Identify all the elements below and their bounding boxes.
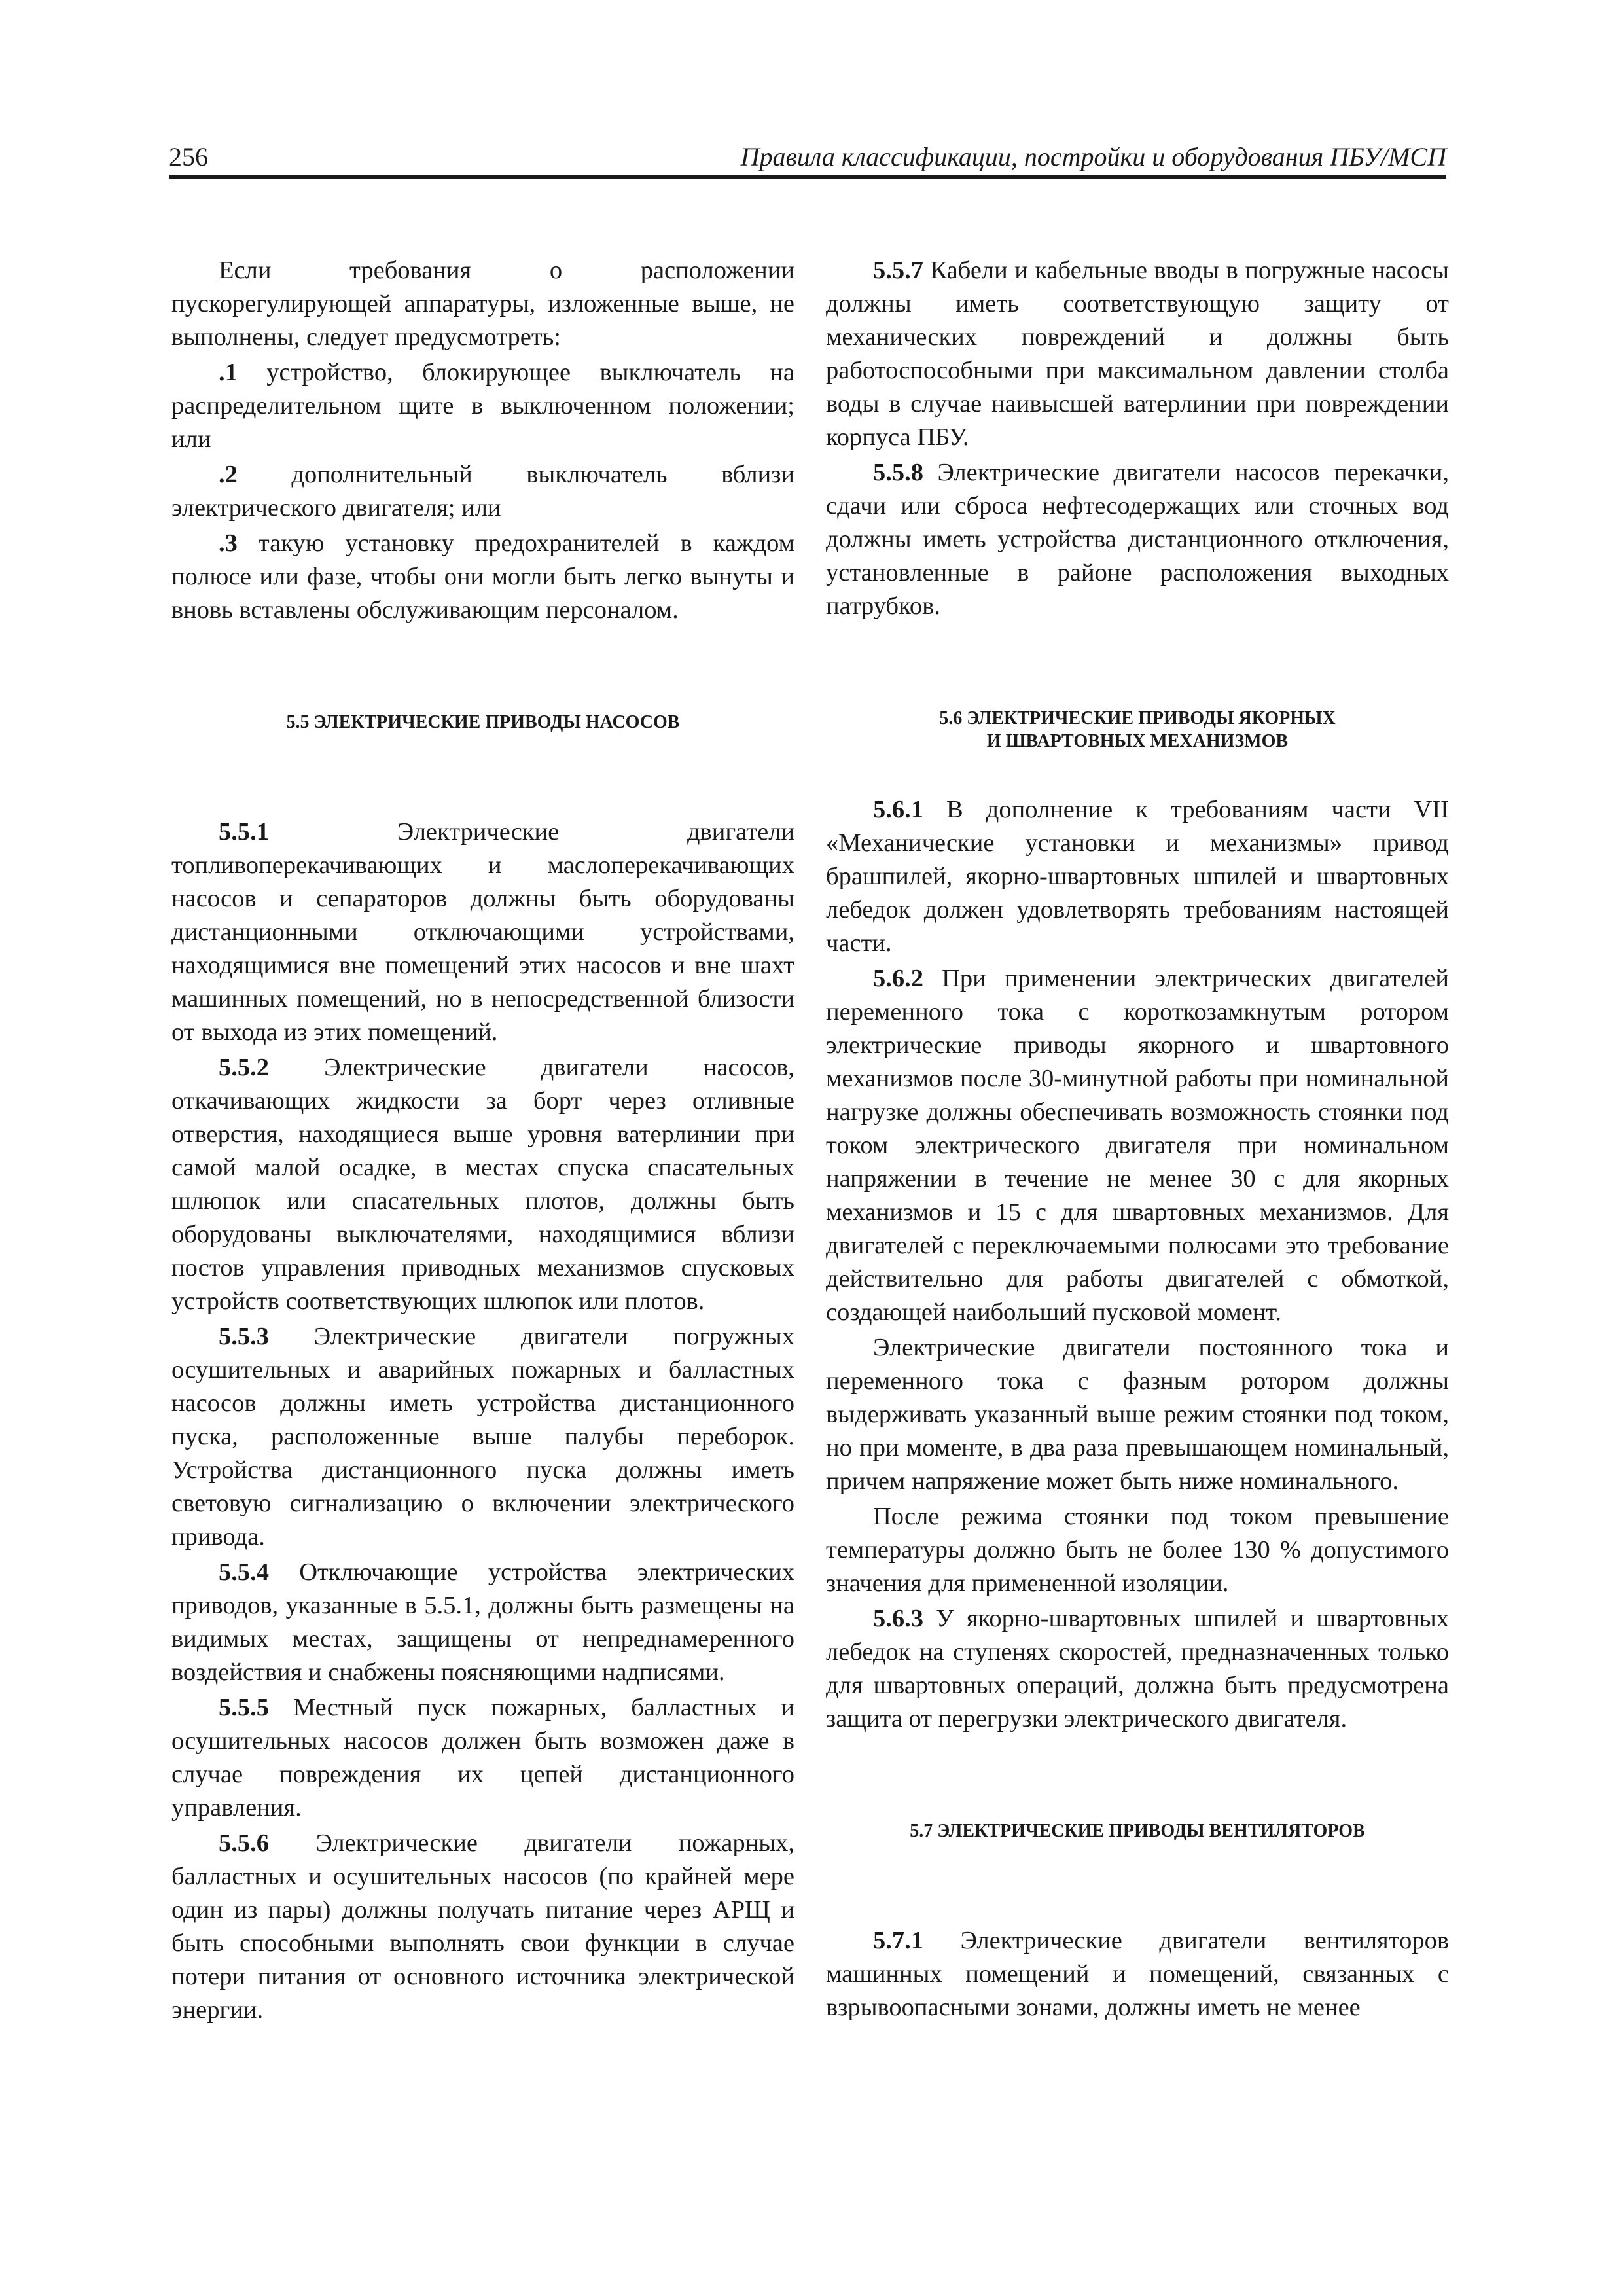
clause-text: В дополнение к требованиям части VII «Механические установки и механизмы» привод брашпилей, якорно-швартовных шпилей и швартовных лебедок должен удовлетворять требованиям настоящей части. [826,796,1449,957]
clause-number: 5.6.2 [873,965,923,992]
clause-number: 5.5.2 [219,1054,269,1081]
clause-number: 5.5.7 [873,257,923,284]
paragraph-dc-motors: Электрические двигатели постоянного тока и переменного тока с фазным ротором должны выдерживать указанный выше режим стоянки под током, но при моменте, в два раза превышающем номинальный, причем напряжение может быть ниже номинального. [826,1334,1449,1495]
clause-number: 5.5.3 [219,1323,269,1350]
clause-5-5-2 [171,1051,794,1318]
item-number: .3 [219,529,238,557]
clause-5-7-1 [826,1924,1449,2024]
clause-text: Электрические двигатели насосов перекачки, сдачи или сброса нефтесодержащих или сточных вод должны иметь устройства дистанционного отключения, установленные в районе расположения выходных патрубков. [826,459,1449,620]
section-heading-5-7: 5.7 ЭЛЕКТРИЧЕСКИЕ ПРИВОДЫ ВЕНТИЛЯТОРОВ [910,1821,1365,1841]
clause-text: При применении электрических двигателей переменного тока с короткозамкнутым ротором электрические приводы якорного и швартовного механизмов после 30-минутной работы при номинальной нагрузке должны обеспечивать возможность стоянки под током электрического двигателя при номинальном напряжении в течение не менее 30 с для якорных механизмов и 15 с для швартовных механизмов. Для двигателей с переключаемыми полюсами это требование действительно для работы двигателей с обмоткой, создающей наибольший пусковой момент. [826,965,1449,1326]
clause-5-5-3 [171,1320,794,1554]
clause-number: 5.6.3 [873,1605,923,1632]
clause-5-6-2 [826,962,1449,1329]
item-text: такую установку предохранителей в каждом полюсе или фазе, чтобы они могли быть легко вынуты и вновь вставлены обслуживающим персоналом. [171,529,794,624]
item-number: .2 [219,461,238,488]
clause-text: Отключающие устройства электрических приводов, указанные в 5.5.1, должны быть размещены на видимых местах, защищены от непреднамеренного воздействия и снабжены поясняющими надписями. [171,1558,794,1686]
clause-text: Кабели и кабельные вводы в погружные насосы должны иметь соответствующую защиту от механических повреждений и должны быть работоспособными при максимальном давлении столба воды в случае наивысшей ватерлинии при повреждении корпуса ПБУ. [826,257,1449,451]
item-number: .1 [219,359,238,386]
clause-5-5-8 [826,456,1449,623]
clause-text: Электрические двигатели погружных осушительных и аварийных пожарных и балластных насосов должны иметь устройства дистанционного пуска, расположенные выше палубы переборок. Устройства дистанционного пуска должны иметь световую сигнализацию о включении электрического привода. [171,1323,794,1551]
section-heading-line: 5.6 ЭЛЕКТРИЧЕСКИЕ ПРИВОДЫ ЯКОРНЫХ [939,708,1336,728]
page-header [169,139,1446,179]
list-item [171,527,794,627]
clause-number: 5.5.6 [219,1829,269,1857]
intro-paragraph: Если требования о расположении пускорегулирующей аппаратуры, изложенные выше, не выполнены, следует предусмотреть: [171,257,794,351]
clause-5-5-6 [171,1827,794,2027]
clause-number: 5.5.4 [219,1558,269,1586]
clause-text: Местный пуск пожарных, балластных и осушительных насосов должен быть возможен даже в случае повреждения их цепей дистанционного управления. [171,1694,794,1821]
clause-number: 5.5.5 [219,1694,269,1721]
clause-5-5-4 [171,1556,794,1689]
list-item [171,356,794,456]
clause-text: У якорно-швартовных шпилей и швартовных лебедок на ступенях скоростей, предназначенных только для швартовных операций, должна быть предусмотрена защита от перегрузки электрического двигателя. [826,1605,1449,1732]
clause-5-5-1 [171,816,794,1049]
item-text: дополнительный выключатель вблизи электрического двигателя; или [171,461,794,522]
page-number: 256 [169,142,208,171]
clause-5-5-5 [171,1691,794,1825]
left-column [171,254,794,2029]
section-heading-line: И ШВАРТОВНЫХ МЕХАНИЗМОВ [986,731,1289,751]
paragraph-temperature: После режима стоянки под током превышение температуры должно быть не более 130 % допустимого значения для примененной изоляции. [826,1503,1449,1597]
clause-text: Электрические двигатели вентиляторов машинных помещений и помещений, связанных с взрывоопасными зонами, должны иметь не менее [826,1927,1449,2021]
clause-number: 5.5.1 [219,818,269,846]
clause-number: 5.6.1 [873,796,923,823]
clause-number: 5.7.1 [873,1927,923,1954]
clause-5-6-1 [826,793,1449,960]
clause-text: Электрические двигатели насосов, откачивающих жидкости за борт через отливные отверстия, находящиеся выше уровня ватерлинии при самой малой осадке, в местах спуска спасательных шлюпок или спасательных плотов, должны быть оборудованы выключателями, находящимися вблизи постов управления приводных механизмов спусковых устройств соответствующих шлюпок или плотов. [171,1054,794,1315]
list-item [171,458,794,525]
section-heading-5-5: 5.5 ЭЛЕКТРИЧЕСКИЕ ПРИВОДЫ НАСОСОВ [286,712,680,732]
right-column [826,254,1449,2026]
clause-5-5-7 [826,254,1449,454]
running-title: Правила классификации, постройки и оборудования ПБУ/МСП [740,142,1446,171]
item-text: устройство, блокирующее выключатель на распределительном щите в выключенном положении; или [171,359,794,453]
clause-5-6-3 [826,1602,1449,1736]
clause-text: Электрические двигатели топливоперекачивающих и маслоперекачивающих насосов и сепараторов должны быть оборудованы дистанционными отключающими устройствами, находящимися вне помещений этих насосов и вне шахт машинных помещений, но в непосредственной близости от выхода из этих помещений. [171,818,794,1046]
clause-number: 5.5.8 [873,459,923,486]
section-heading-5-6 [826,707,1449,753]
clause-text: Электрические двигатели пожарных, балластных и осушительных насосов (по крайней мере один из пары) должны получать питание через АРЩ и быть способными выполнять свои функции в случае потери питания от основного источника электрической энергии. [171,1829,794,2024]
